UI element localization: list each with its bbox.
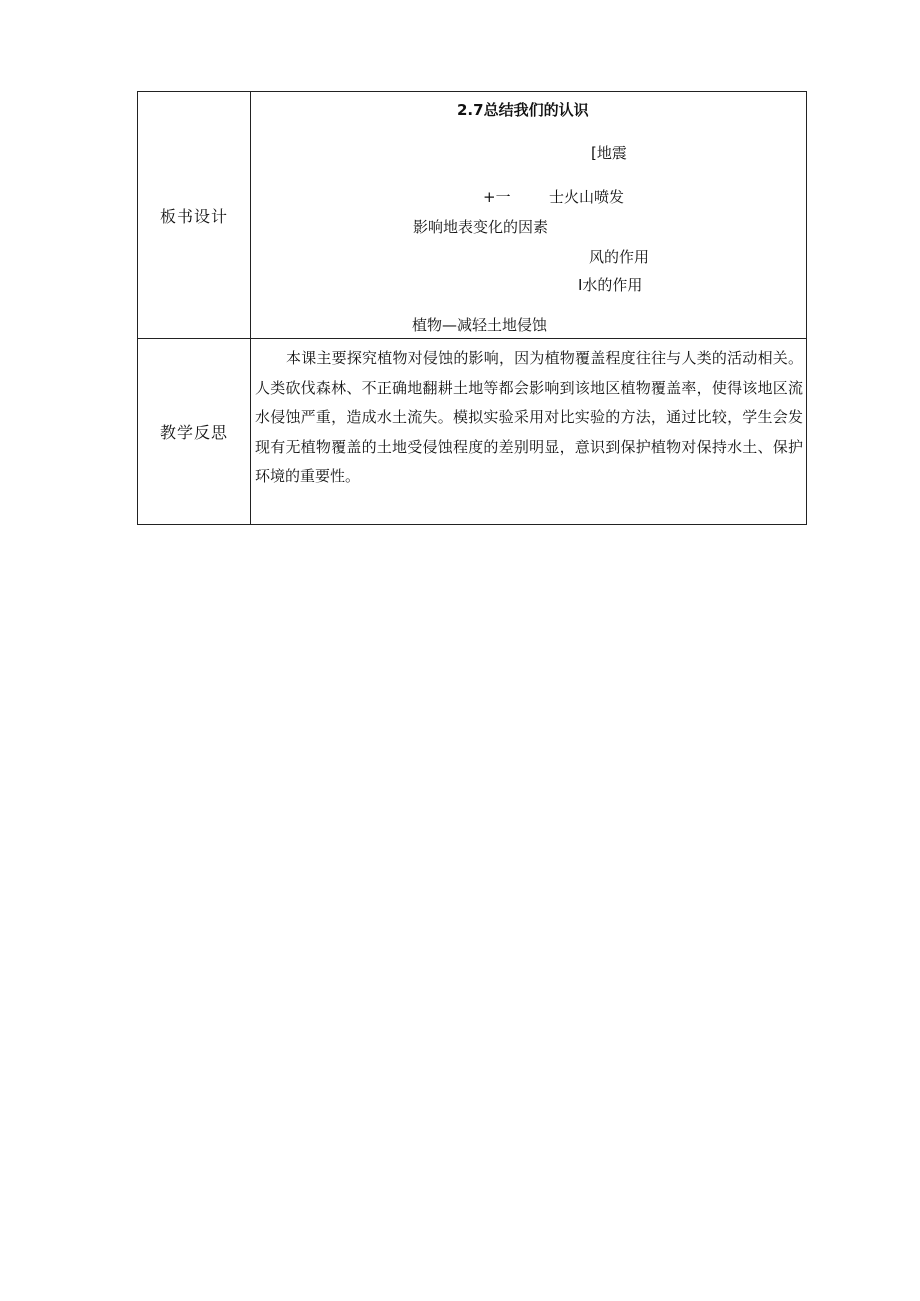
board-line-plants: 植物—减轻土地侵蚀 bbox=[412, 316, 548, 334]
reflection-content bbox=[251, 339, 806, 524]
board-design-content bbox=[251, 92, 806, 338]
reflection-row bbox=[138, 339, 806, 524]
reflection-label: 教学反思 bbox=[138, 339, 251, 524]
board-line-earthquake: [地震 bbox=[591, 144, 627, 162]
board-line-volcano: 士火山喷发 bbox=[549, 188, 625, 206]
board-line-wind: 风的作用 bbox=[589, 248, 650, 266]
board-line-plus: +一 bbox=[483, 188, 511, 206]
board-line-factors: 影响地表变化的因素 bbox=[413, 218, 549, 236]
reflection-text: 本课主要探究植物对侵蚀的影响，因为植物覆盖程度往往与人类的活动相关。人类砍伐森林、不正确地翻耕土地等都会影响到该地区植物覆盖率，使得该地区流水侵蚀严重，造成水土流失。模拟实验采用对比实验的方法，通过比较，学生会发现有无植物覆盖的土地受侵蚀程度的差别明显，意识到保护植物对保持水土、保护环境的重要性。 bbox=[255, 349, 803, 485]
lesson-table bbox=[137, 91, 807, 525]
board-design-row bbox=[138, 92, 806, 339]
board-title: 2.7总结我们的认识 bbox=[457, 101, 589, 119]
board-line-water: I水的作用 bbox=[578, 276, 643, 294]
board-design-label: 板书设计 bbox=[138, 92, 251, 338]
